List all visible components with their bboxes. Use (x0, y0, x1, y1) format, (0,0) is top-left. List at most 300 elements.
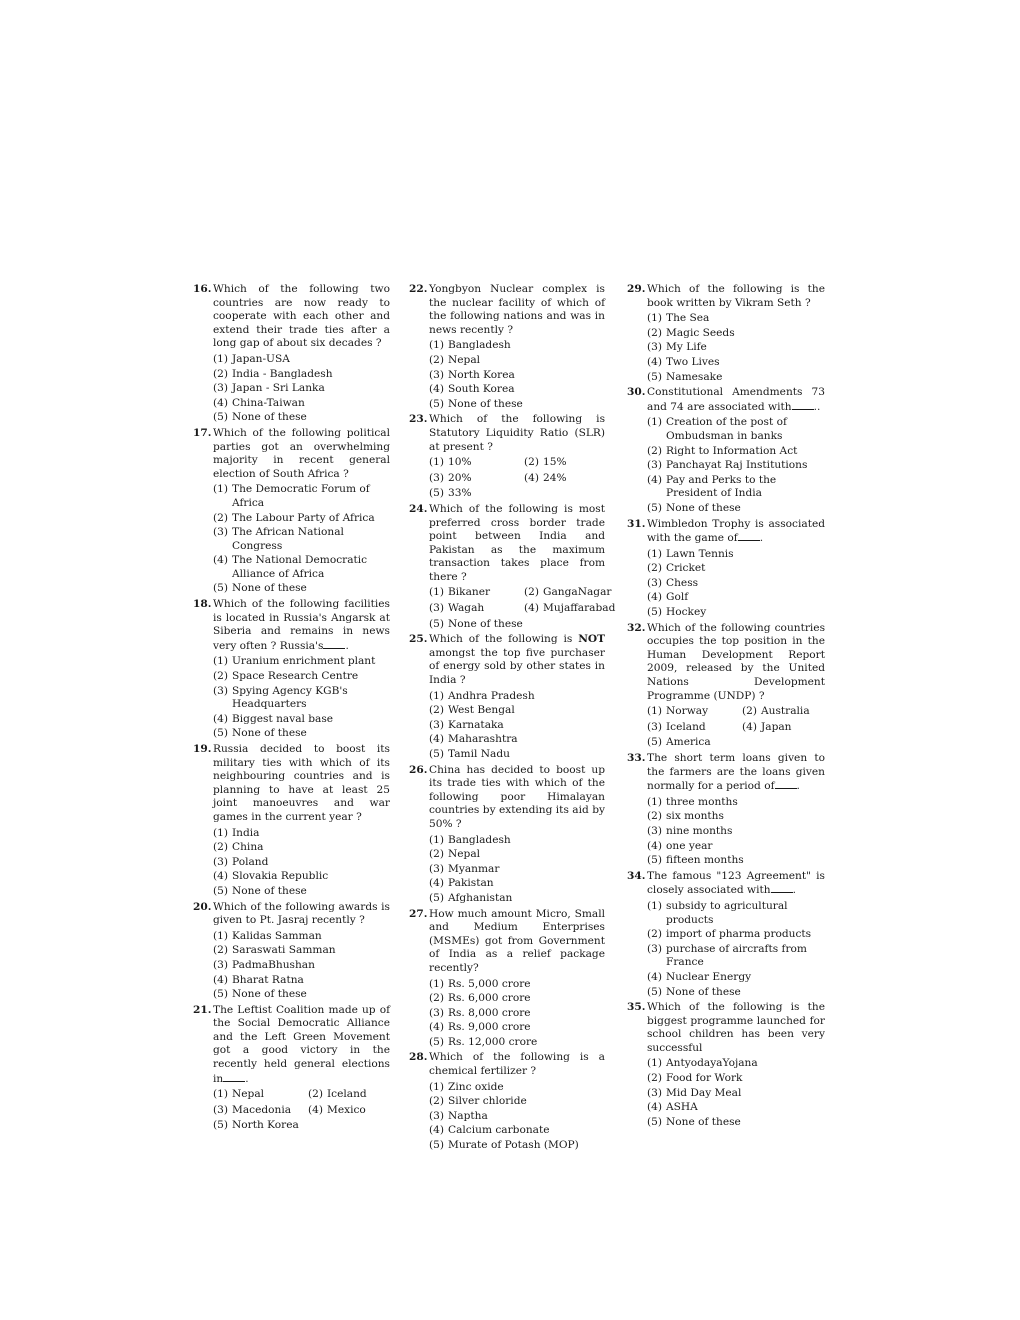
answer-option (213, 685, 390, 712)
answer-option (429, 863, 605, 877)
option-text: Tamil Nadu (448, 748, 510, 760)
answer-option (647, 928, 825, 942)
question-number: 29. (627, 283, 646, 295)
answer-options (429, 834, 605, 906)
option-number: (3) (429, 1006, 445, 1019)
answer-option (213, 1104, 308, 1118)
option-number: (3) (213, 684, 229, 697)
question-text-body: Yongbyon Nuclear complex is the nuclear facility of which of the following nations and was in news recently ? (429, 283, 605, 336)
question-number: 26. (409, 763, 428, 776)
answer-option (213, 368, 390, 382)
option-text: Nepal (448, 353, 481, 366)
option-number: (2) (647, 810, 663, 823)
fill-in-blank (771, 883, 793, 893)
option-text: Macedonia (232, 1103, 292, 1116)
question-text (213, 283, 390, 351)
option-text: Rs. 9,000 crore (448, 1021, 531, 1034)
question-21 (193, 1004, 390, 1133)
question-text (213, 743, 390, 825)
answer-option (213, 930, 390, 944)
option-number: (4) (524, 602, 540, 615)
blank-punctuation: . (792, 884, 796, 897)
option-text: Magic Seeds (666, 326, 735, 339)
answer-option (213, 526, 390, 553)
question-28 (409, 1051, 605, 1152)
blank-punctuation: . (759, 532, 764, 545)
answer-options (647, 1057, 825, 1129)
option-number: (4) (647, 1101, 663, 1114)
option-text: GangaNagar (543, 586, 612, 599)
question-text (429, 633, 605, 687)
answer-option-row (647, 721, 825, 736)
option-number: (1) (429, 1080, 445, 1093)
option-number: (4) (429, 733, 445, 746)
question-24 (409, 502, 616, 631)
option-text: None of these (232, 582, 307, 595)
option-text: Bangladesh (448, 339, 511, 352)
option-number: (4) (647, 355, 663, 368)
answer-option-row (213, 1104, 390, 1119)
question-number: 19. (193, 743, 212, 755)
answer-option (647, 1072, 825, 1086)
option-number: (3) (647, 459, 663, 472)
option-text: Creation of the post of Ombudsman in banks (666, 416, 787, 442)
answer-option (429, 1036, 605, 1050)
answer-option (647, 371, 825, 385)
option-number: (3) (429, 368, 445, 381)
option-number: (3) (213, 526, 229, 539)
option-number: (3) (213, 1103, 229, 1116)
answer-option (429, 733, 605, 747)
option-number: (5) (429, 397, 445, 410)
option-text: None of these (666, 1115, 741, 1128)
answer-option (213, 483, 390, 510)
option-text: Rs. 6,000 crore (448, 992, 531, 1005)
answer-options (647, 705, 825, 750)
option-text: The Democratic Forum of Africa (232, 483, 370, 509)
question-text-body: China has decided to boost up its trade ties with which of the following poor Himalayan countries by extending its aid by 50% ? (429, 763, 605, 830)
answer-option (647, 416, 825, 443)
option-number: (3) (647, 720, 663, 733)
option-text: Andhra Pradesh (448, 689, 535, 702)
question-number: 34. (627, 869, 646, 882)
answer-option (647, 943, 825, 970)
option-text: Australia (761, 705, 810, 718)
option-text: Uranium enrichment plant (232, 655, 376, 668)
question-number: 17. (193, 426, 212, 439)
option-text: The Labour Party of Africa (232, 511, 375, 524)
option-text: purchase of aircrafts from France (666, 942, 807, 969)
answer-option (647, 562, 825, 576)
question-text-body: Which of the following awards is given to Pt. Jasraj recently ? (213, 900, 390, 927)
question-column-2 (409, 283, 616, 1155)
answer-option (429, 369, 605, 383)
option-number: (4) (308, 1103, 324, 1116)
option-text: None of these (666, 985, 741, 998)
answer-option (524, 602, 615, 616)
answer-option (213, 353, 390, 367)
answer-option (429, 690, 605, 704)
answer-option (429, 992, 605, 1006)
option-number: (3) (647, 824, 663, 837)
question-29 (627, 283, 825, 384)
answer-option (647, 341, 825, 355)
answer-option (647, 986, 825, 1000)
option-number: (1) (647, 416, 663, 429)
answer-option (647, 854, 825, 868)
answer-option (524, 456, 567, 470)
option-number: (5) (647, 1115, 663, 1128)
option-text: one year (666, 839, 713, 852)
question-number: 27. (409, 907, 428, 920)
answer-option (647, 312, 825, 326)
question-text (429, 283, 605, 337)
question-text-body: Which of the following facilities is located in Russia's Angarsk at Siberia and remains in news very often ? Russia's (213, 598, 390, 652)
question-text (647, 283, 825, 310)
option-number: (5) (647, 501, 663, 514)
answer-option (429, 456, 524, 470)
option-text: subsidy to agricultural products (666, 899, 788, 926)
answer-option (213, 959, 390, 973)
answer-options (429, 1081, 605, 1153)
answer-option (647, 606, 825, 620)
answer-option (429, 1124, 605, 1138)
option-text: India - Bangladesh (232, 367, 333, 380)
question-32 (627, 622, 825, 750)
answer-option (647, 840, 825, 854)
answer-option (647, 971, 825, 985)
answer-option (213, 856, 390, 870)
option-number: (2) (647, 562, 663, 575)
question-text-body: The Leftist Coalition made up of the Social Democratic Alliance and the Left Green Movement got a good victory in the recently held general elections in (213, 1003, 390, 1085)
answer-options (647, 796, 825, 868)
option-number: (1) (429, 339, 445, 352)
option-text: Bikaner (448, 586, 491, 599)
option-text: Iceland (666, 720, 706, 733)
option-number: (5) (647, 370, 663, 383)
option-text: Nuclear Energy (666, 970, 752, 983)
answer-options (429, 586, 616, 631)
question-30 (627, 386, 825, 515)
option-number: (2) (429, 353, 445, 366)
answer-option (647, 810, 825, 824)
option-number: (5) (429, 487, 445, 500)
option-text: Namesake (666, 370, 723, 383)
option-number: (2) (308, 1088, 324, 1101)
option-text: None of these (448, 397, 523, 410)
question-19 (193, 743, 390, 899)
option-number: (5) (647, 854, 663, 867)
option-text: Poland (232, 855, 269, 868)
option-text: Biggest naval base (232, 712, 334, 725)
option-number: (2) (647, 326, 663, 339)
option-number: (4) (429, 1124, 445, 1137)
option-text: Mexico (327, 1103, 366, 1116)
answer-option (308, 1088, 367, 1102)
answer-option (429, 383, 605, 397)
answer-option (742, 721, 791, 735)
option-text: West Bengal (448, 704, 515, 717)
option-text: Iceland (327, 1088, 367, 1101)
option-text: ASHA (666, 1101, 698, 1114)
question-text-body: amongst the top five purchaser of energy sold by other states in India ? (429, 646, 605, 687)
option-number: (4) (213, 870, 229, 883)
answer-option (647, 327, 825, 341)
question-text-body: Which of the following two countries are now ready to cooperate with each other and extend their trade ties after a long gap of about six decades ? (213, 283, 390, 350)
answer-option (429, 719, 605, 733)
answer-option (647, 548, 825, 562)
option-text: Japan (761, 720, 792, 733)
option-text: Pakistan (448, 877, 494, 890)
option-text: fifteen months (666, 854, 744, 867)
option-number: (3) (429, 718, 445, 731)
question-number: 32. (627, 621, 646, 634)
question-number: 18. (193, 598, 212, 611)
option-number: (2) (647, 444, 663, 457)
fill-in-blank (223, 1072, 245, 1082)
answer-option (429, 1021, 605, 1035)
option-text: Hockey (666, 606, 707, 619)
option-number: (3) (429, 862, 445, 875)
answer-option (647, 577, 825, 591)
answer-options (213, 827, 390, 899)
question-text (213, 427, 390, 481)
option-text: Slovakia Republic (232, 870, 329, 883)
option-number: (1) (647, 705, 663, 718)
option-text: Right to Information Act (666, 444, 798, 457)
answer-option (524, 586, 611, 600)
answer-option (429, 704, 605, 718)
question-text (429, 908, 605, 976)
option-number: (3) (213, 382, 229, 395)
option-text: The African National Congress (232, 526, 344, 552)
option-number: (2) (429, 704, 445, 717)
option-text: Nepal (448, 848, 481, 861)
option-number: (1) (213, 929, 229, 942)
option-text: three months (666, 795, 738, 808)
option-number: (4) (429, 383, 445, 396)
option-number: (1) (429, 586, 445, 599)
answer-options (429, 690, 605, 762)
option-number: (4) (647, 473, 663, 486)
option-number: (5) (647, 736, 663, 749)
question-text-body: Wimbledon Trophy is associated with the game of (647, 517, 825, 545)
answer-option (213, 827, 390, 841)
answer-option (647, 900, 825, 927)
blank-punctuation: . (245, 1072, 249, 1085)
option-number: (4) (742, 720, 758, 733)
option-number: (4) (213, 396, 229, 409)
option-number: (5) (429, 748, 445, 760)
option-number: (4) (429, 877, 445, 890)
answer-option (647, 736, 825, 750)
option-text: Afghanistan (448, 891, 513, 904)
question-number: 16. (193, 283, 212, 295)
answer-option (647, 502, 825, 516)
option-number: (3) (213, 855, 229, 868)
question-text-body: Which of the following political parties got an overwhelming majority in recent general election of South Africa ? (213, 426, 390, 480)
answer-option (429, 1110, 605, 1124)
answer-option (429, 602, 524, 616)
option-text: nine months (666, 824, 733, 837)
option-number: (5) (647, 985, 663, 998)
option-number: (2) (429, 992, 445, 1005)
option-number: (1) (647, 1057, 663, 1070)
option-number: (5) (213, 1119, 229, 1132)
question-text (647, 622, 825, 704)
option-text: None of these (448, 617, 523, 630)
option-text: Nepal (232, 1088, 265, 1101)
option-text: Chess (666, 576, 699, 589)
answer-option (429, 834, 605, 848)
option-text: Bangladesh (448, 833, 511, 846)
option-number: (2) (742, 705, 758, 718)
question-number: 21. (193, 1003, 212, 1016)
option-number: (4) (213, 712, 229, 725)
question-text (429, 503, 605, 585)
option-text: PadmaBhushan (232, 958, 315, 971)
option-text: Mid Day Meal (666, 1086, 742, 1099)
question-34 (627, 870, 825, 999)
option-text: Japan-USA (232, 352, 290, 365)
option-number: (2) (213, 367, 229, 380)
answer-option (647, 459, 825, 473)
option-text: China (232, 841, 264, 854)
option-number: (5) (213, 727, 229, 740)
option-number: (3) (429, 602, 445, 615)
answer-option (213, 411, 390, 425)
option-text: Kalidas Samman (232, 929, 322, 942)
question-33 (627, 752, 825, 868)
option-text: The National Democratic Alliance of Africa (232, 554, 368, 580)
option-number: (1) (647, 547, 663, 560)
option-number: (1) (647, 312, 663, 325)
answer-options (213, 1088, 390, 1133)
question-number: 35. (627, 1001, 646, 1014)
answer-option (647, 1101, 825, 1115)
option-text: Silver chloride (448, 1095, 527, 1108)
answer-option (429, 748, 605, 762)
question-number: 24. (409, 502, 428, 515)
question-number: 30. (627, 386, 646, 399)
answer-option (429, 877, 605, 891)
option-text: 20% (448, 471, 472, 484)
answer-option (647, 445, 825, 459)
question-text (647, 752, 825, 794)
answer-option (213, 512, 390, 526)
option-number: (1) (213, 352, 229, 365)
option-number: (1) (429, 456, 445, 469)
option-text: Norway (666, 705, 709, 718)
option-text: Murate of Potash (MOP) (448, 1139, 579, 1152)
option-text: India (232, 826, 260, 839)
fill-in-blank (323, 639, 345, 649)
answer-options (647, 416, 825, 515)
option-text: Pay and Perks to the President of India (666, 473, 777, 500)
answer-option (647, 1116, 825, 1130)
option-text: China-Taiwan (232, 396, 305, 409)
answer-options (213, 655, 390, 741)
option-text: Calcium carbonate (448, 1124, 550, 1137)
fill-in-blank (775, 779, 797, 789)
question-text-body: Which of the following countries occupies the top position in the Human Development Report 2009, released by the United Nations Development Programme (UNDP) ? (647, 621, 825, 702)
question-text (429, 413, 605, 454)
option-number: (5) (429, 891, 445, 904)
option-number: (3) (429, 471, 445, 484)
option-number: (2) (524, 586, 540, 599)
question-text-body: The short term loans given to the farmers are the loans given normally for a period of (647, 752, 825, 793)
question-26 (409, 764, 605, 906)
answer-option (213, 382, 390, 396)
question-31 (627, 518, 825, 620)
answer-option (647, 1087, 825, 1101)
option-text: The Sea (666, 312, 710, 325)
question-text-lead: Which of the following is (429, 633, 579, 646)
answer-options (429, 339, 605, 411)
answer-option (213, 670, 390, 684)
option-number: (1) (429, 833, 445, 846)
option-number: (4) (213, 973, 229, 986)
question-text (429, 1051, 605, 1078)
question-number: 25. (409, 633, 428, 646)
answer-option (213, 841, 390, 855)
question-17 (193, 427, 390, 596)
answer-option (429, 586, 524, 600)
question-text (647, 870, 825, 898)
answer-option (429, 1139, 605, 1153)
answer-option (429, 472, 524, 486)
option-number: (1) (647, 899, 663, 912)
option-number: (4) (647, 970, 663, 983)
question-text (429, 764, 605, 832)
question-22 (409, 283, 605, 411)
option-text: Panchayat Raj Institutions (666, 459, 808, 472)
option-number: (4) (647, 591, 663, 604)
option-number: (5) (213, 411, 229, 424)
option-text: Myanmar (448, 862, 500, 875)
answer-option (647, 796, 825, 810)
option-text: Karnataka (448, 718, 504, 731)
blank-punctuation: .. (813, 400, 821, 413)
answer-option (429, 618, 605, 632)
blank-punctuation: . (796, 780, 800, 793)
option-number: (4) (429, 1021, 445, 1034)
option-text: My Life (666, 341, 707, 354)
option-number: (1) (213, 483, 229, 496)
option-text: 33% (448, 487, 472, 500)
answer-option (647, 825, 825, 839)
answer-option (213, 655, 390, 669)
answer-option (429, 848, 605, 862)
answer-option (429, 1081, 605, 1095)
answer-options (429, 456, 605, 501)
question-column-3 (627, 283, 825, 1131)
answer-option (429, 339, 605, 353)
answer-option (429, 398, 605, 412)
answer-option-row (429, 472, 605, 487)
option-text: South Korea (448, 383, 515, 396)
option-text: Cricket (666, 562, 706, 575)
option-number: (3) (647, 576, 663, 589)
option-number: (3) (429, 1109, 445, 1122)
option-text: Saraswati Samman (232, 944, 336, 957)
answer-option (213, 727, 390, 741)
question-text-body: Russia decided to boost its military ties with which of its neighbouring countries and is planning to have at least 25 joint manoeuvres and war games in the current year ? (213, 743, 390, 823)
question-text (213, 598, 390, 653)
answer-options (647, 548, 825, 620)
answer-option (429, 892, 605, 906)
answer-option-row (647, 705, 825, 720)
